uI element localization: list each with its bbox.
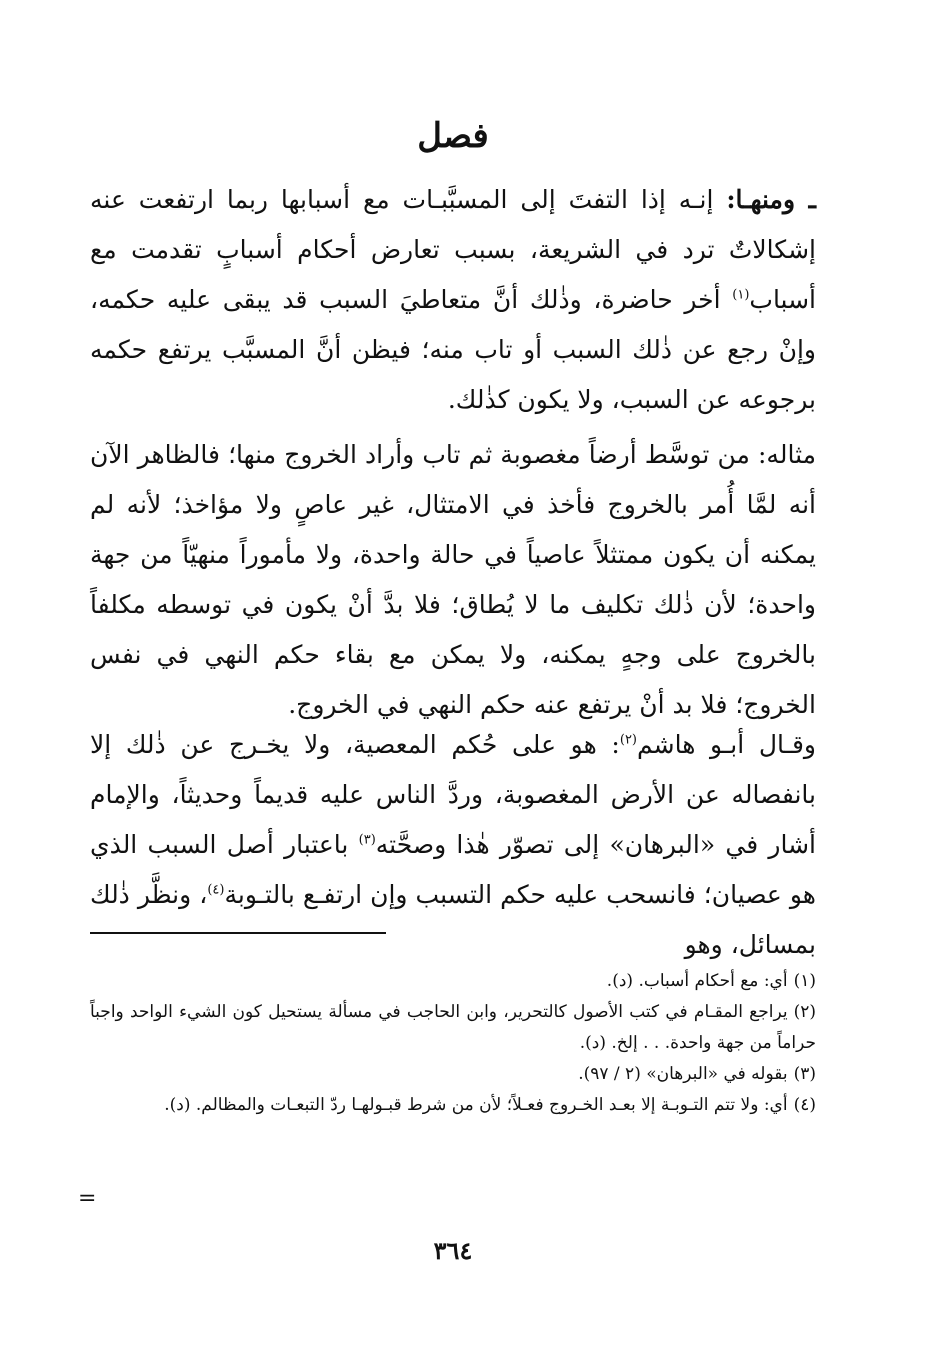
footnote-3 bbox=[90, 1059, 816, 1090]
footnote-number: (١) bbox=[793, 971, 816, 991]
book-page bbox=[90, 0, 816, 1359]
paragraph-3-text-c: باعتبار أصل السبب الذي هو عصيان؛ فانسحب عليه حكم التسبب وإن ارتفـع بالتـوبة bbox=[90, 830, 816, 909]
footnote-2 bbox=[90, 997, 816, 1059]
footnote-number: (٤) bbox=[793, 1095, 816, 1115]
paragraph-1 bbox=[90, 175, 816, 425]
footnote-text: بقوله في «البرهان» (٢ / ٩٧). bbox=[578, 1064, 788, 1084]
page-number: ٣٦٤ bbox=[433, 1236, 473, 1265]
footnote-ref-2: (٢) bbox=[619, 732, 637, 748]
paragraph-1-text-b: أخر حاضرة، وذٰلك أنَّ متعاطيَ السبب قد يبقى عليه حكمه، وإنْ رجع عن ذٰلك السبب أو تاب منه؛ فيظن أنَّ المسبَّب يرتفع حكمه برجوعه عن السبب، ولا يكون كذٰلك. bbox=[90, 285, 816, 414]
paragraph-3-text-d: ، ونظَّر ذٰلك بمسائل، وهو bbox=[90, 880, 816, 959]
paragraph-3-text-a: وقـال أبـو هاشم bbox=[637, 730, 816, 759]
paragraph-1-lead: ـ ومنهـا: bbox=[726, 185, 816, 214]
continuation-marker: = bbox=[78, 1186, 97, 1211]
footnote-number: (٣) bbox=[793, 1064, 816, 1084]
footnote-ref-1: (١) bbox=[732, 287, 750, 303]
footnote-text: يراجع المقـام في كتب الأصول كالتحرير، وابن الحاجب في مسألة يستحيل كون الشيء الواحد واجباً حراماً من جهة واحدة. . . إلخ. (د). bbox=[90, 1002, 816, 1053]
footnote-1 bbox=[90, 966, 816, 997]
section-heading: فصل bbox=[417, 116, 489, 156]
paragraph-2: مثاله: من توسَّط أرضاً مغصوبة ثم تاب وأراد الخروج منها؛ فالظاهر الآن أنه لمَّا أُمر بالخروج فأخذ في الامتثال، غير عاصٍ ولا مؤاخذ؛ لأنه لم يمكنه أن يكون ممتثلاً عاصياً في حالة واحدة، ولا مأموراً منهيّاً من جهة واحدة؛ لأن ذٰلك تكليف ما لا يُطاق؛ فلا بدَّ أنْ يكون في توسطه مكلفاً بالخروج على وجهٍ يمكنه، ولا يمكن مع بقاء حكم النهي في نفس الخروج؛ فلا بد أنْ يرتفع عنه حكم النهي في الخروج. bbox=[90, 440, 816, 719]
footnote-text: أي: مع أحكام أسباب. (د). bbox=[606, 971, 788, 991]
paragraph-1-text-a: إنـه إذا التفتَ إلى المسبَّبـات مع أسبابها ربما ارتفعت عنه إشكالاتٌ ترد في الشريعة، بسبب تعارض أحكام أسبابٍ تقدمت مع أسباب bbox=[90, 185, 816, 314]
footnote-4 bbox=[90, 1090, 816, 1121]
paragraph-3-text-b: : هو على حُكم المعصية، ولا يخـرج عن ذٰلك إلا بانفصاله عن الأرض المغصوبة، وردَّ الناس عليه قديماً وحديثاً، والإمام أشار في «البرهان» إلى تصوّر هٰذا وصحَّته bbox=[90, 730, 816, 859]
footnote-number: (٢) bbox=[793, 1002, 816, 1022]
footnotes-list bbox=[90, 966, 816, 1121]
footnote-separator bbox=[90, 932, 386, 934]
footnote-ref-4: (٤) bbox=[207, 882, 225, 898]
footnote-text: أي: ولا تتم التـوبـة إلا بعـد الخـروج فعـلاً؛ لأن من شرط قبـولهـا ردّ التبعـات والمظالم. (د). bbox=[164, 1095, 788, 1115]
footnote-ref-3: (٣) bbox=[358, 832, 376, 848]
